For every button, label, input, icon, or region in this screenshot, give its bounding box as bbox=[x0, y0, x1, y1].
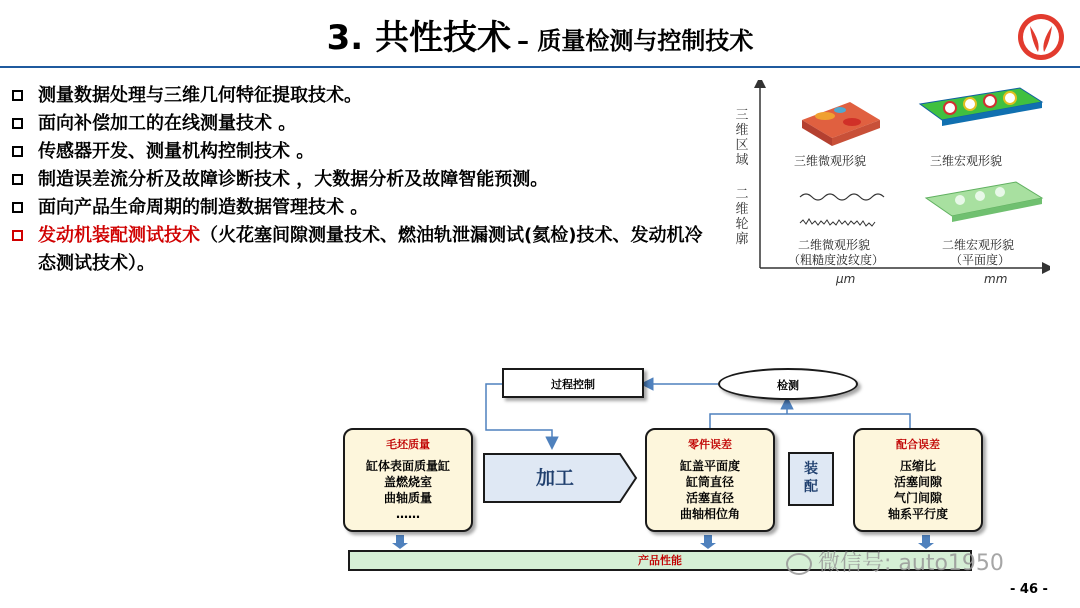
caption-micro-2d: 二维微观形貌 bbox=[798, 238, 871, 252]
part-error-line: 曲轴相位角 bbox=[679, 507, 740, 521]
unit-millimeter: mm bbox=[984, 272, 1008, 286]
macro-2d-profile-icon bbox=[926, 182, 1042, 222]
fit-error-line: 活塞间隙 bbox=[893, 475, 942, 489]
checkbox-bullet-icon bbox=[12, 174, 23, 185]
checkbox-bullet-icon bbox=[12, 146, 23, 157]
machining-label: 加工 bbox=[535, 467, 574, 489]
caption-macro-2d-note: （平面度） bbox=[950, 253, 1011, 267]
bullet-item: 传感器开发、测量机构控制技术 。 bbox=[12, 138, 712, 166]
macro-3d-surface-icon bbox=[920, 88, 1042, 126]
row-label-2d: 二维轮廓 bbox=[735, 187, 749, 247]
dongfeng-logo-icon bbox=[1016, 12, 1066, 62]
bullet-item: 制造误差流分析及故障诊断技术 ，大数据分析及故障智能预测。 bbox=[12, 166, 712, 194]
bullet-item: 面向补偿加工的在线测量技术 。 bbox=[12, 110, 712, 138]
bullet-item-highlight bbox=[12, 222, 708, 278]
blank-quality-line: 盖燃烧室 bbox=[383, 475, 432, 489]
product-performance-bar: 产品性能 bbox=[348, 550, 972, 571]
blank-quality-line: 缸体表面质量缸 bbox=[365, 459, 450, 473]
bullet-list bbox=[12, 82, 712, 278]
blank-quality-box bbox=[343, 428, 473, 532]
title-main: 3. 共性技术 bbox=[326, 18, 512, 58]
highlight-text: 发动机装配测试技术 bbox=[38, 225, 200, 246]
title-subtitle: – 质量检测与控制技术 bbox=[517, 27, 754, 55]
surface-morphology-figure bbox=[730, 80, 1050, 286]
part-error-line: 活塞直径 bbox=[685, 491, 734, 505]
caption-micro-3d: 三维微观形貌 bbox=[794, 154, 867, 168]
checkbox-bullet-icon bbox=[12, 202, 23, 213]
bullet-item: 面向产品生命周期的制造数据管理技术 。 bbox=[12, 194, 712, 222]
page-title bbox=[0, 10, 1080, 60]
row-label-3d: 三维区域 bbox=[735, 108, 749, 168]
fit-error-line: 气门间隙 bbox=[893, 491, 942, 505]
part-error-box bbox=[645, 428, 775, 532]
process-control-box bbox=[502, 368, 644, 398]
checkbox-bullet-icon bbox=[12, 118, 23, 129]
fit-error-line: 轴系平行度 bbox=[887, 507, 948, 521]
blank-quality-line: 曲轴质量 bbox=[383, 491, 432, 505]
caption-macro-3d: 三维宏观形貌 bbox=[930, 154, 1003, 168]
part-error-title: 零件误差 bbox=[688, 438, 732, 451]
wechat-icon bbox=[786, 553, 812, 575]
part-error-line: 缸筒直径 bbox=[685, 475, 734, 489]
caption-micro-2d-note: （粗糙度波纹度） bbox=[788, 253, 885, 267]
title-divider bbox=[0, 66, 1080, 68]
bullet-rest-text: （火花塞间隙测量技术、燃油轨泄漏测试(氦检)技术、发动机冷态测试技术）。 bbox=[38, 225, 703, 274]
caption-macro-2d: 二维宏观形貌 bbox=[942, 238, 1015, 252]
inspection-label: 检测 bbox=[777, 379, 799, 392]
fit-error-title: 配合误差 bbox=[896, 438, 940, 451]
fit-error-line: 压缩比 bbox=[899, 459, 936, 473]
page-number: - 46 - bbox=[1010, 582, 1048, 597]
unit-micrometer: μm bbox=[836, 272, 856, 286]
inspection-node bbox=[718, 368, 858, 400]
fit-error-box bbox=[853, 428, 983, 532]
process-control-label: 过程控制 bbox=[551, 378, 595, 391]
micro-2d-profile-icon bbox=[800, 194, 884, 226]
part-error-line: 缸盖平面度 bbox=[679, 459, 740, 473]
blank-quality-title: 毛坯质量 bbox=[386, 438, 430, 451]
assembly-label: 装配 bbox=[804, 461, 818, 495]
checkbox-bullet-icon bbox=[12, 90, 23, 101]
checkbox-bullet-icon bbox=[12, 230, 23, 241]
bullet-item: 测量数据处理与三维几何特征提取技术。 bbox=[12, 82, 712, 110]
wechat-watermark: 微信号: auto1950 bbox=[786, 546, 1004, 577]
micro-3d-surface-icon bbox=[802, 102, 880, 146]
blank-quality-line: …… bbox=[396, 507, 420, 521]
assembly-block bbox=[788, 452, 834, 506]
